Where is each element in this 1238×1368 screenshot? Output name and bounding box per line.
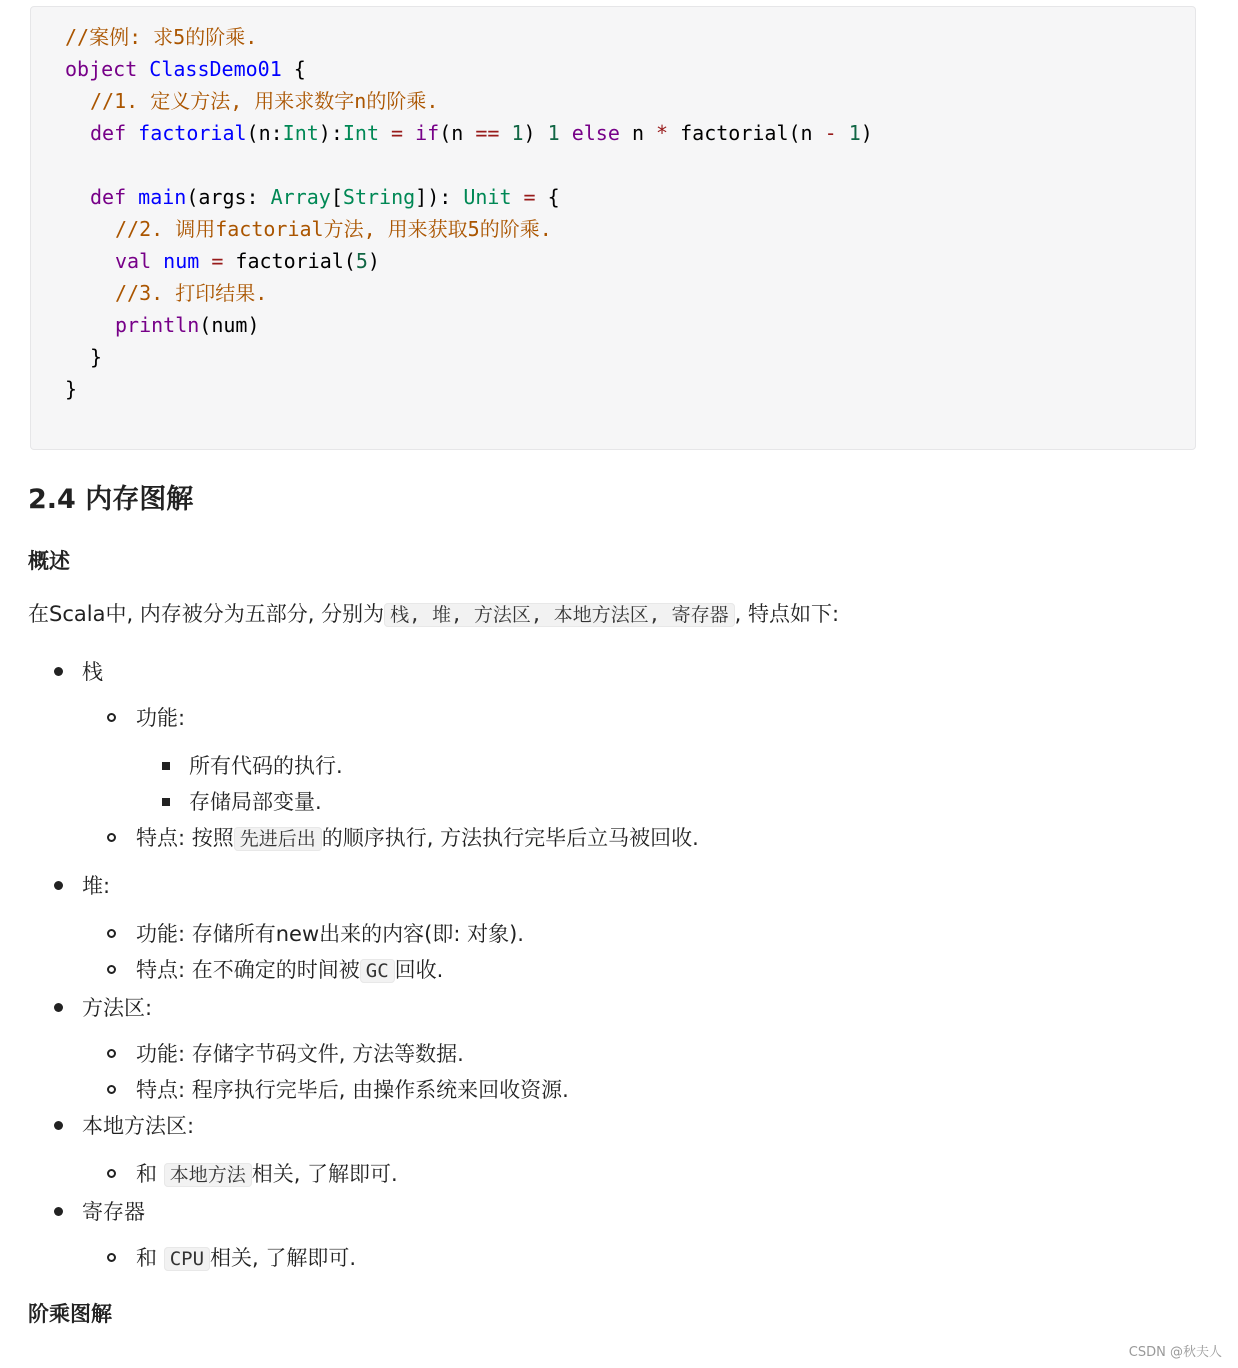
list-item-method-func: 功能: 存储字节码文件, 方法等数据. <box>136 1042 464 1066</box>
bullet-circle <box>107 713 116 722</box>
list-item-heap-func: 功能: 存储所有new出来的内容(即: 对象). <box>136 922 524 946</box>
native-pre: 和 <box>136 1162 157 1186</box>
native-code: 本地方法 <box>164 1163 252 1187</box>
list-item-stack: 栈 <box>82 660 103 684</box>
watermark: CSDN @秋夫人 <box>1128 1345 1222 1360</box>
code-line-12: } <box>65 377 78 401</box>
list-item-register-desc <box>136 1241 356 1276</box>
list-item-register: 寄存器 <box>82 1200 145 1224</box>
overview-paragraph <box>28 596 839 633</box>
bullet-circle <box>107 1253 116 1262</box>
list-item-native: 本地方法区: <box>82 1114 195 1138</box>
native-post: 相关, 了解即可. <box>251 1162 398 1186</box>
list-item-method: 方法区: <box>82 996 153 1020</box>
overview-post: , 特点如下: <box>734 602 840 626</box>
overview-pre: 在Scala中, 内存被分为五部分, 分别为 <box>28 602 385 626</box>
code-line-11: } <box>90 345 103 369</box>
code-line-9: //3. 打印结果. <box>115 281 268 305</box>
bullet-dot <box>54 1003 63 1012</box>
code-block <box>30 6 1196 450</box>
bullet-circle <box>107 965 116 974</box>
list-item-stack-func-2: 存储局部变量. <box>189 790 322 814</box>
register-pre: 和 <box>136 1246 157 1270</box>
overview-inline-code: 栈, 堆, 方法区, 本地方法区, 寄存器 <box>384 603 735 627</box>
code-line-8: val num = factorial(5) <box>115 249 380 273</box>
heap-feat-code: GC <box>360 959 395 983</box>
bullet-circle <box>107 1049 116 1058</box>
heap-feat-post: 回收. <box>394 958 444 982</box>
bullet-dot <box>54 667 63 676</box>
bullet-square <box>162 762 170 770</box>
list-item-stack-func-1: 所有代码的执行. <box>189 754 343 778</box>
list-item-stack-func: 功能: <box>136 706 186 730</box>
section-heading: 2.4 内存图解 <box>28 484 194 515</box>
bullet-dot <box>54 1121 63 1130</box>
code-line-7: //2. 调用factorial方法, 用来获取5的阶乘. <box>115 217 552 241</box>
code-line-2: object ClassDemo01 { <box>65 57 306 81</box>
list-item-method-feat: 特点: 程序执行完毕后, 由操作系统来回收资源. <box>136 1078 569 1102</box>
list-item-native-desc <box>136 1157 398 1192</box>
code-line-10: println(num) <box>115 313 260 337</box>
bullet-dot <box>54 881 63 890</box>
factorial-diagram-title: 阶乘图解 <box>28 1302 112 1326</box>
overview-title: 概述 <box>28 549 70 573</box>
code-line-6: def main(args: Array[String]): Unit = { <box>90 185 560 209</box>
bullet-square <box>162 798 170 806</box>
bullet-dot <box>54 1207 63 1216</box>
bullet-circle <box>107 1169 116 1178</box>
bullet-circle <box>107 1085 116 1094</box>
list-item-heap: 堆: <box>82 874 111 898</box>
stack-feat-code: 先进后出 <box>234 827 322 851</box>
bullet-circle <box>107 929 116 938</box>
list-item-heap-feat <box>136 953 443 988</box>
stack-feat-pre: 特点: 按照 <box>136 826 234 850</box>
register-code: CPU <box>164 1247 210 1271</box>
register-post: 相关, 了解即可. <box>210 1246 357 1270</box>
code-line-3: //1. 定义方法, 用来求数字n的阶乘. <box>90 89 439 113</box>
bullet-circle <box>107 833 116 842</box>
code-line-1: //案例: 求5的阶乘. <box>65 25 258 49</box>
code-line-4: def factorial(n:Int):Int = if(n == 1) 1 else n * factorial(n - 1) <box>90 121 873 145</box>
heap-feat-pre: 特点: 在不确定的时间被 <box>136 958 360 982</box>
stack-feat-post: 的顺序执行, 方法执行完毕后立马被回收. <box>321 826 699 850</box>
list-item-stack-feat <box>136 821 699 856</box>
